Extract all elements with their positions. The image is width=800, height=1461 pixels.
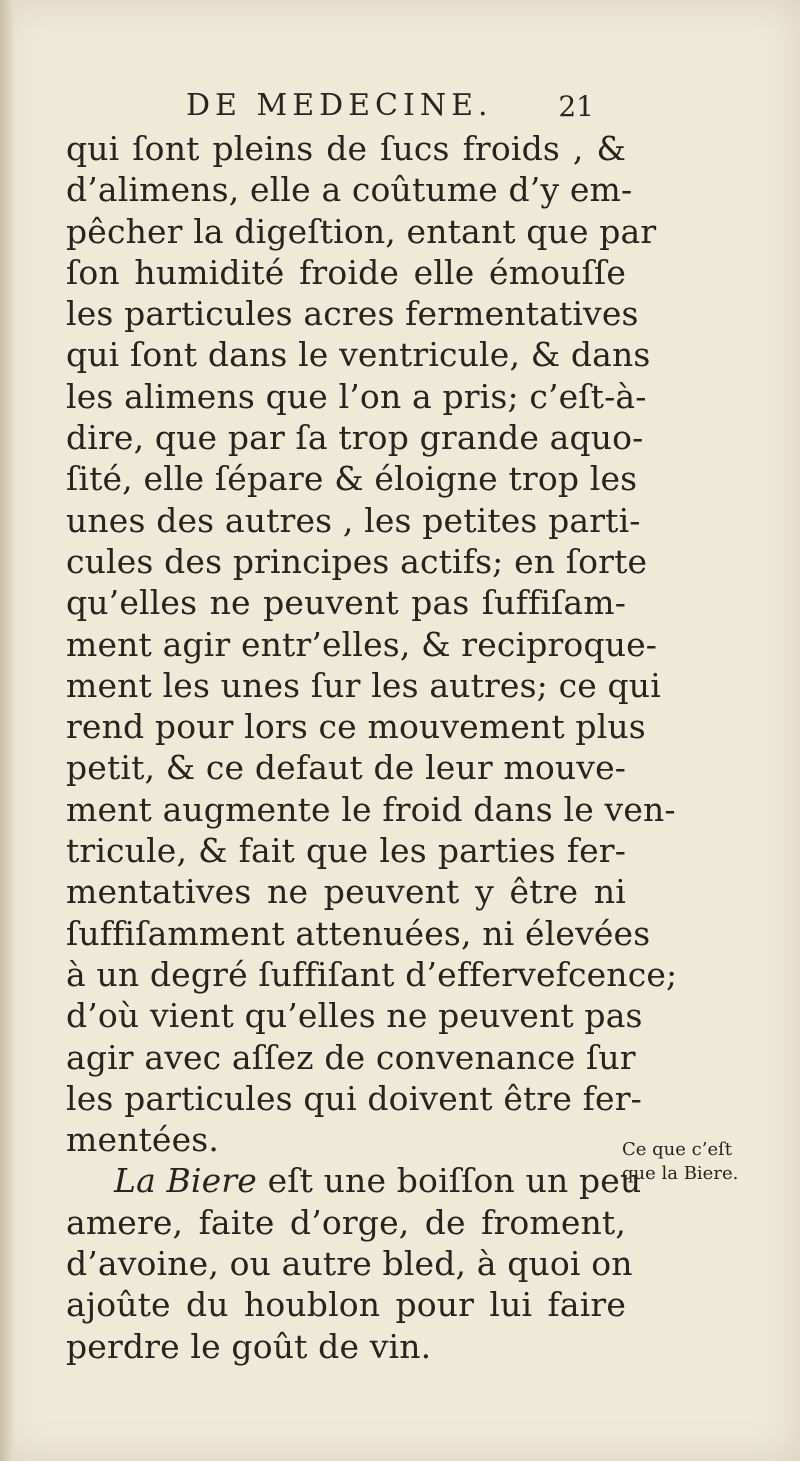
paragraph-opening-line	[66, 1160, 642, 1201]
text-line: qu’elles ne peuvent pas ſuffiſam-	[66, 583, 626, 623]
text-line: pêcher la digeſtion, entant que par	[66, 211, 657, 251]
text-line: ment augmente le froid dans le ven-	[66, 789, 676, 829]
text-line: tricule, & fait que les parties fer-	[66, 831, 626, 871]
text-line: ſuffiſamment attenuées, ni élevées	[66, 913, 651, 953]
text-line: unes des autres , les petites parti-	[66, 500, 641, 540]
text-line: les alimens que l’on a pris; c’eſt-à-	[66, 376, 647, 416]
italic-lead-term: La Biere	[114, 1161, 257, 1201]
margin-note-line: Ce que c’eſt	[622, 1139, 732, 1160]
text-line: ment les unes ſur les autres; ce qui	[66, 665, 661, 705]
text-line: d’avoine, ou autre bled, à quoi on	[66, 1244, 633, 1284]
margin-note-line: que la Biere.	[622, 1163, 739, 1184]
text-line: rend pour lors ce mouvement plus	[66, 707, 646, 747]
text-line: amere, faite d’orge, de froment,	[66, 1202, 626, 1242]
text-line: ſon humidité froide elle émouſſe	[66, 252, 626, 292]
text-line: ajoûte du houblon pour lui faire	[66, 1285, 626, 1325]
text-line: mentées.	[66, 1120, 220, 1160]
text-line: agir avec aſſez de convenance ſur	[66, 1037, 636, 1077]
text-line: à un degré ſuffiſant d’effervefcence;	[66, 954, 678, 994]
page-gutter-shadow	[0, 0, 14, 1461]
text-line: ment agir entr’elles, & reciproque-	[66, 624, 658, 664]
text-line: d’alimens, elle a coûtume d’y em-	[66, 170, 633, 210]
running-head: DE MEDECINE.	[186, 88, 493, 123]
text-line: ſité, elle ſépare & éloigne trop les	[66, 459, 638, 499]
text-line: cules des principes actifs; en ſorte	[66, 541, 648, 581]
text-line: mentatives ne peuvent y être ni	[66, 872, 626, 912]
text-line: d’où vient qu’elles ne peuvent pas	[66, 996, 643, 1036]
page-header	[186, 82, 606, 132]
page-number: 21	[558, 90, 594, 123]
text-line: dire, que par ſa trop grande aquo-	[66, 418, 644, 458]
text-line: les particules acres fermentatives	[66, 294, 639, 334]
text-line: les particules qui doivent être fer-	[66, 1078, 642, 1118]
text-line: perdre le goût de vin.	[66, 1326, 432, 1366]
margin-note	[622, 1138, 782, 1186]
text-line: qui ſont dans le ventricule, & dans	[66, 335, 651, 375]
text-line: qui ſont pleins de ſucs froids , &	[66, 129, 626, 168]
text-line-rest: eſt une boiſſon un peu	[267, 1161, 642, 1201]
text-line: petit, & ce defaut de leur mouve-	[66, 748, 627, 788]
